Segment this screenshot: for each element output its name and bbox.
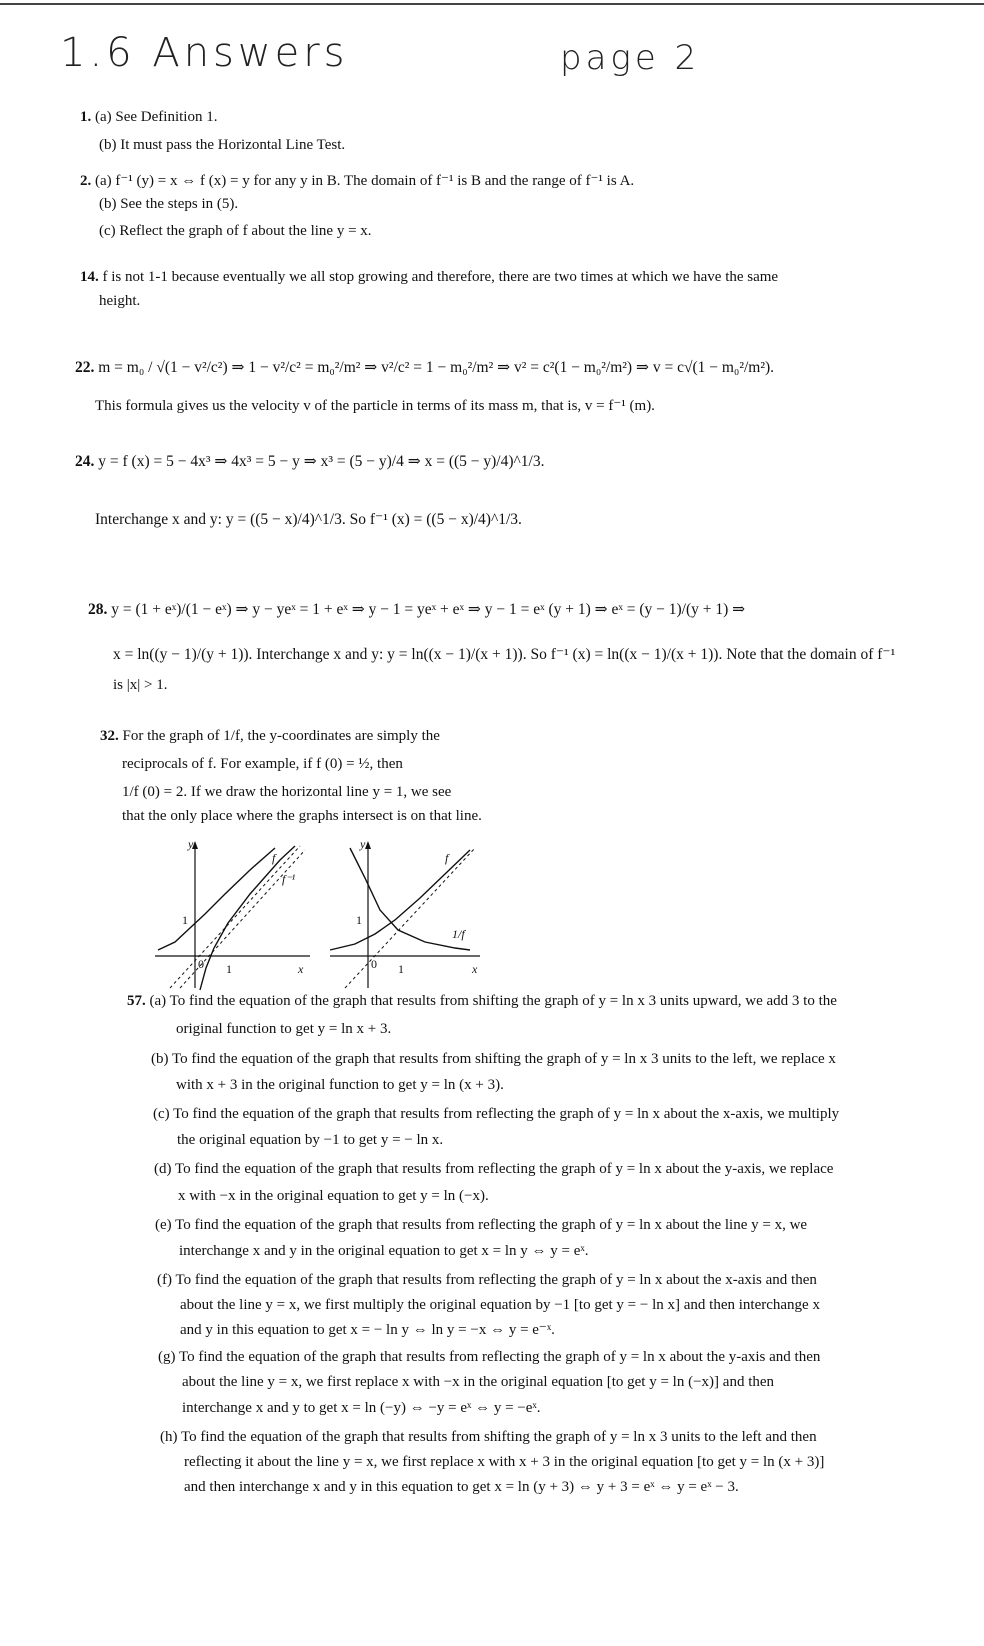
answer-line: 2. (a) f⁻¹ (y) = x ⇔ f (x) = y for any y in B. The domain of f⁻¹ is B and the range of f⁻¹ is A. <box>80 173 635 189</box>
answer-line: (h) To find the equation of the graph that results from shifting the graph of y = ln x 3 units to the left and then <box>160 1429 817 1445</box>
tick-label: 1 <box>398 962 404 976</box>
answer-line: and then interchange x and y in this equation to get x = ln (y + 3) ⇔ y + 3 = eˣ ⇔ y = eˣ − 3. <box>184 1479 739 1495</box>
graph-f-and-reciprocal <box>330 838 480 988</box>
answer-line: 57. (a) To find the equation of the graph that results from shifting the graph of y = ln x 3 units upward, we add 3 to the <box>127 993 837 1009</box>
answer-line: (c) To find the equation of the graph that results from reflecting the graph of y = ln x about the x-axis, we multiply <box>153 1106 840 1122</box>
problem-number: 1. <box>80 109 92 125</box>
answer-line: original function to get y = ln x + 3. <box>176 1021 392 1037</box>
answer-line: (c) Reflect the graph of f about the line y = x. <box>99 223 372 239</box>
answer-line: This formula gives us the velocity v of the particle in terms of its mass m, that is, v = f⁻¹ (m). <box>95 398 655 414</box>
tick-label: 1 <box>226 962 232 976</box>
problem-number: 28. <box>88 601 108 618</box>
origin-label: 0 <box>198 957 204 971</box>
graph-f-and-inverse <box>155 838 310 990</box>
curve-label-f: f <box>272 851 276 865</box>
answer-line: the original equation by −1 to get y = − ln x. <box>177 1132 444 1148</box>
equation-line: 24. y = f (x) = 5 − 4x³ ⇒ 4x³ = 5 − y ⇒ x³ = (5 − y)/4 ⇒ x = ((5 − y)/4)^1/3. <box>75 453 545 470</box>
problem-number: 14. <box>80 269 99 285</box>
curve-label-reciprocal: 1/f <box>452 927 465 941</box>
x-axis-label: x <box>298 962 304 976</box>
x-axis-label: x <box>472 962 478 976</box>
equation-line: Interchange x and y: y = ((5 − x)/4)^1/3. So f⁻¹ (x) = ((5 − x)/4)^1/3. <box>95 511 522 528</box>
problem-number: 22. <box>75 359 95 376</box>
answer-line: reflecting it about the line y = x, we first replace x with x + 3 in the original equation [to get y = ln (x + 3)] <box>184 1454 825 1470</box>
function-graphs <box>150 838 510 998</box>
answer-line: reciprocals of f. For example, if f (0) = ½, then <box>122 756 403 772</box>
curve-label-f-inverse: f⁻¹ <box>282 872 296 886</box>
answer-line: interchange x and y in the original equation to get x = ln y ⇔ y = eˣ. <box>179 1243 589 1259</box>
answer-line: (b) It must pass the Horizontal Line Test. <box>99 137 346 153</box>
answer-line: (e) To find the equation of the graph that results from reflecting the graph of y = ln x about the line y = x, we <box>155 1217 808 1233</box>
equation-line: 22. m = m₀ / √(1 − v²/c²) ⇒ 1 − v²/c² = m₀²/m² ⇒ v²/c² = 1 − m₀²/m² ⇒ v² = c²(1 − m₀²/m²) ⇒ v = c√(1 − m₀²/m²). <box>75 359 775 376</box>
equation-line: x = ln((y − 1)/(y + 1)). Interchange x and y: y = ln((x − 1)/(x + 1)). So f⁻¹ (x) = ln((x − 1)/(x + 1)). Note that the domain of f⁻¹ <box>113 646 896 663</box>
answer-line: with x + 3 in the original function to get y = ln (x + 3). <box>176 1077 504 1093</box>
y-axis-label: y <box>188 838 194 851</box>
answer-line: 1. (a) See Definition 1. <box>80 109 218 125</box>
y-axis-label: y <box>360 838 366 851</box>
answer-line: about the line y = x, we first replace x with −x in the original equation [to get y = ln (−x)] and then <box>182 1374 775 1390</box>
curve-label-f: f <box>445 851 449 865</box>
tick-label: 1 <box>182 913 188 927</box>
answer-line: 14. f is not 1-1 because eventually we all stop growing and therefore, there are two times at which we have the same <box>80 269 779 285</box>
answer-line: (g) To find the equation of the graph that results from reflecting the graph of y = ln x about the y-axis and then <box>158 1349 821 1365</box>
problem-number: 57. <box>127 993 146 1009</box>
problem-number: 32. <box>100 728 119 744</box>
answer-line: interchange x and y to get x = ln (−y) ⇔ −y = eˣ ⇔ y = −eˣ. <box>182 1400 541 1416</box>
answer-line: about the line y = x, we first multiply the original equation by −1 [to get y = − ln x] and then interchange x <box>180 1297 820 1313</box>
problem-number: 2. <box>80 173 92 189</box>
answer-line: is |x| > 1. <box>113 677 168 693</box>
answer-line: height. <box>99 293 141 309</box>
answer-line: and y in this equation to get x = − ln y ⇔ ln y = −x ⇔ y = e⁻ˣ. <box>180 1322 555 1338</box>
answer-line: (d) To find the equation of the graph that results from reflecting the graph of y = ln x about the y-axis, we replace <box>154 1161 834 1177</box>
answer-line: (f) To find the equation of the graph that results from reflecting the graph of y = ln x about the x-axis and then <box>157 1272 817 1288</box>
answer-line: (b) To find the equation of the graph that results from shifting the graph of y = ln x 3 units to the left, we replace x <box>151 1051 836 1067</box>
handwritten-title: 1.6 Answers <box>60 30 349 76</box>
handwritten-page-number: page 2 <box>560 38 701 78</box>
problem-number: 24. <box>75 453 95 470</box>
top-border <box>0 3 984 5</box>
answer-line: x with −x in the original equation to get y = ln (−x). <box>178 1188 489 1204</box>
answer-line: that the only place where the graphs intersect is on that line. <box>122 808 482 824</box>
answer-line: 32. For the graph of 1/f, the y-coordinates are simply the <box>100 728 440 744</box>
origin-label: 0 <box>371 957 377 971</box>
answer-line: (b) See the steps in (5). <box>99 196 239 212</box>
equation-line: 28. y = (1 + eˣ)/(1 − eˣ) ⇒ y − yeˣ = 1 + eˣ ⇒ y − 1 = yeˣ + eˣ ⇒ y − 1 = eˣ (y + 1) ⇒ eˣ = (y − 1)/(y + 1) ⇒ <box>88 601 746 618</box>
tick-label: 1 <box>356 913 362 927</box>
answer-line: 1/f (0) = 2. If we draw the horizontal line y = 1, we see <box>122 784 452 800</box>
